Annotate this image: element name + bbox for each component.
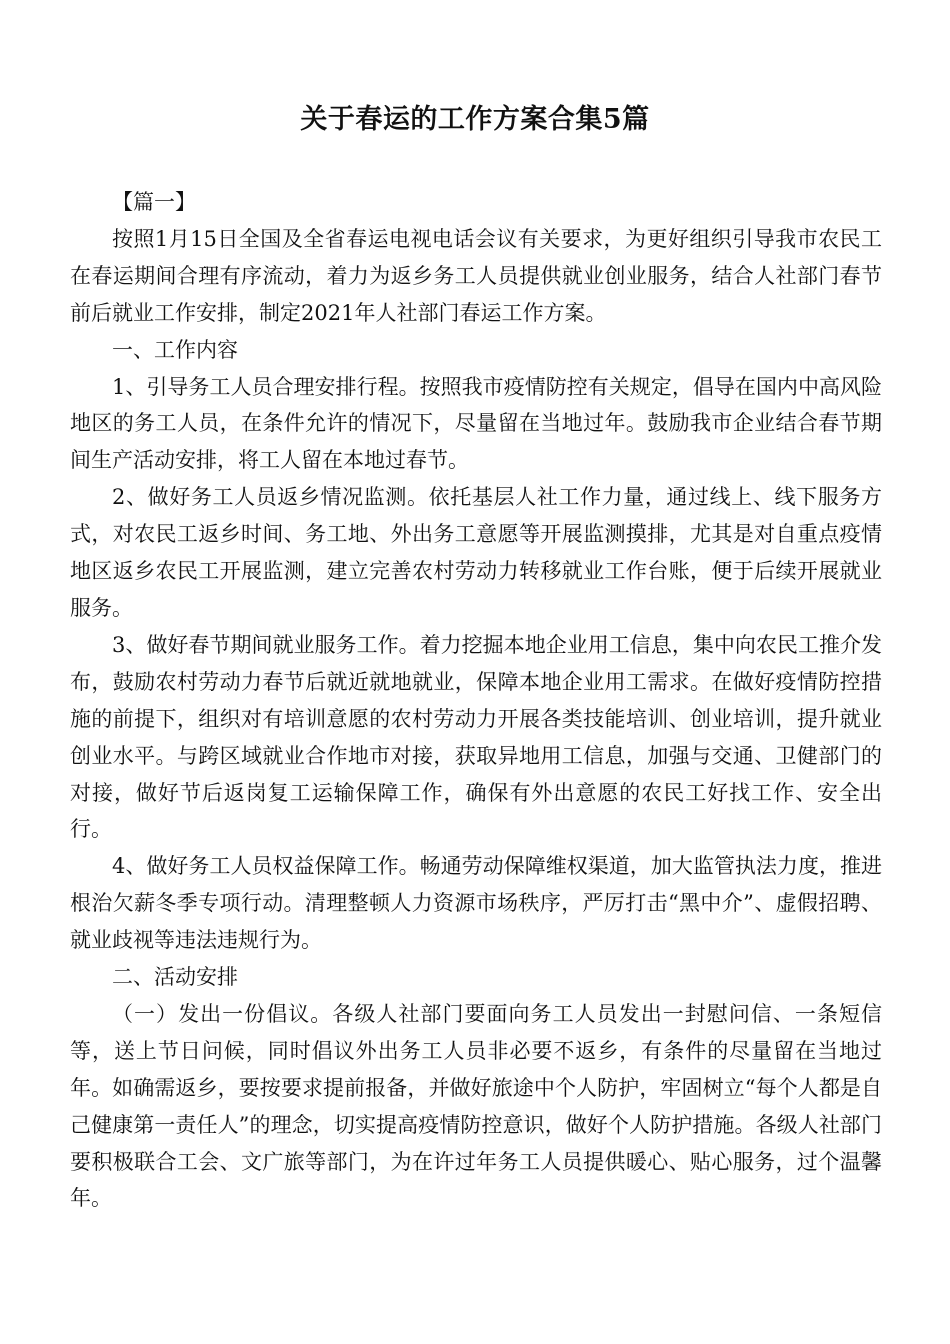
paragraph-item-3: 3、做好春节期间就业服务工作。着力挖掘本地企业用工信息，集中向农民工推介发布，鼓励农村劳动力春节后就近就地就业，保障本地企业用工需求。在做好疫情防控措施的前提下，组织对有培训意愿的农村劳动力开展各类技能培训、创业培训，提升就业创业水平。与跨区域就业合作地市对接，获取异地用工信息，加强与交通、卫健部门的对接，做好节后返岗复工运输保障工作，确保有外出意愿的农民工好找工作、安全出行。 bbox=[70, 632, 882, 842]
document-body bbox=[70, 184, 882, 1217]
document-title: 关于春运的工作方案合集5篇 bbox=[300, 104, 650, 135]
paragraph-item-1: 1、引导务工人员合理安排行程。按照我市疫情防控有关规定，倡导在国内中高风险地区的务工人员，在条件允许的情况下，尽量留在当地过年。鼓励我市企业结合春节期间生产活动安排，将工人留在本地过春节。 bbox=[70, 374, 882, 473]
paragraph-activity-1: （一）发出一份倡议。各级人社部门要面向务工人员发出一封慰问信、一条短信等，送上节日问候，同时倡议外出务工人员非必要不返乡，有条件的尽量留在当地过年。如确需返乡，要按要求提前报备，并做好旅途中个人防护，牢固树立“每个人都是自己健康第一责任人”的理念，切实提高疫情防控意识，做好个人防护措施。各级人社部门要积极联合工会、文广旅等部门，为在许过年务工人员提供暖心、贴心服务，过个温馨年。 bbox=[70, 1001, 882, 1211]
intro-paragraph: 按照1月15日全国及全省春运电视电话会议有关要求，为更好组织引导我市农民工在春运期间合理有序流动，着力为返乡务工人员提供就业创业服务，结合人社部门春节前后就业工作安排，制定2021年人社部门春运工作方案。 bbox=[70, 226, 882, 325]
paragraph-item-2: 2、做好务工人员返乡情况监测。依托基层人社工作力量，通过线上、线下服务方式，对农民工返乡时间、务工地、外出务工意愿等开展监测摸排，尤其是对自重点疫情地区返乡农民工开展监测，建立完善农村劳动力转移就业工作台账，便于后续开展就业服务。 bbox=[70, 485, 882, 620]
heading-activity-arrangement: 二、活动安排 bbox=[112, 965, 238, 990]
section-label: 【篇一】 bbox=[112, 190, 196, 214]
paragraph-item-4: 4、做好务工人员权益保障工作。畅通劳动保障维权渠道，加大监管执法力度，推进根治欠薪冬季专项行动。清理整顿人力资源市场秩序，严厉打击“黑中介”、虚假招聘、就业歧视等违法违规行为。 bbox=[70, 854, 882, 953]
heading-work-content: 一、工作内容 bbox=[112, 337, 238, 362]
